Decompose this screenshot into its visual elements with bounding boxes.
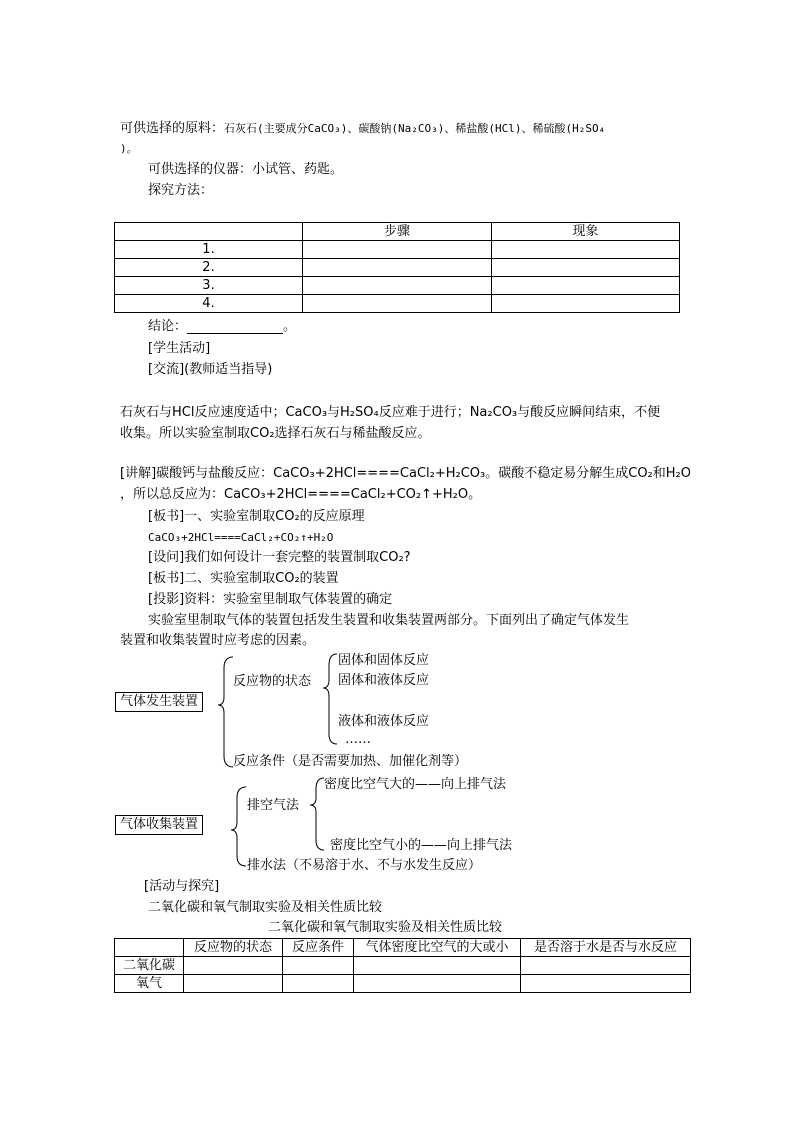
step-number: 3. [115, 277, 303, 295]
header-cell [115, 939, 184, 957]
intro-line2: 装置和收集装置时应考虑的因素。 [120, 633, 316, 648]
row-label: 二氧化碳 [115, 957, 184, 975]
collection-outer-brace [231, 787, 246, 866]
materials-items: 石灰石(主要成分CaCO₃)、碳酸钠(Na₂CO₃)、稀盐酸(HCl)、稀硫酸(H₂SO₄ [224, 122, 606, 135]
compare-table [114, 938, 691, 993]
state-item: 固体和液体反应 [338, 673, 430, 688]
state-item: …… [345, 732, 371, 747]
table-row [115, 975, 691, 993]
para1-line2: 收集。所以实验室制取CO₂选择石灰石与稀盐酸反应。 [120, 426, 431, 441]
state-item: 固体和固体反应 [338, 653, 430, 668]
intro-line1: 实验室里制取气体的装置包括发生装置和收集装置两部分。下面列出了确定气体发生 [148, 613, 630, 628]
generation-title: 气体发生装置 [115, 692, 203, 712]
step-number: 4. [115, 295, 303, 313]
header-cell: 现象 [492, 223, 680, 241]
compare-caption: 二氧化碳和氧气制取实验及相关性质比较 [268, 920, 503, 935]
conclusion-end: 。 [283, 319, 297, 334]
table-header-row [115, 939, 691, 957]
factor-state: 反应物的状态 [233, 674, 312, 689]
light-gas: 密度比空气小的——向上排气法 [330, 838, 513, 853]
method-water: 排水法（不易溶于水、不与水发生反应） [247, 858, 482, 873]
method-label: 探究方法： [148, 183, 214, 198]
header-cell: 是否溶于水是否与水反应 [521, 939, 691, 957]
materials-line-2: )。 [120, 142, 138, 155]
board-text-1: [板书]一、实验室制取CO₂的反应原理 [148, 509, 365, 524]
cell [521, 975, 691, 993]
explain-line2: ，所以总反应为：CaCO₃+2HCl====CaCl₂+CO₂↑+H₂O。 [120, 487, 482, 502]
header-cell: 反应物的状态 [184, 939, 283, 957]
method-air: 排空气法 [247, 798, 300, 813]
generation-outer-brace [218, 657, 233, 767]
collection-title: 气体收集装置 [115, 815, 203, 835]
row-label: 氧气 [115, 975, 184, 993]
header-cell: 反应条件 [283, 939, 354, 957]
header-cell: 步骤 [303, 223, 492, 241]
cell [283, 975, 354, 993]
cell [283, 957, 354, 975]
air-method-brace [310, 778, 324, 850]
materials-label: 可供选择的原料： [120, 121, 225, 136]
question: [设问]我们如何设计一套完整的装置制取CO₂? [148, 550, 411, 565]
equation: CaCO₃+2HCl====CaCl₂+CO₂↑+H₂O [148, 531, 334, 544]
cell [184, 957, 283, 975]
compare-title: 二氧化碳和氧气制取实验及相关性质比较 [148, 900, 383, 915]
instruments-text: 可供选择的仪器：小试管、药匙。 [148, 162, 344, 177]
explain-line1: [讲解]碳酸钙与盐酸反应：CaCO₃+2HCl====CaCl₂+H₂CO₃。碳酸不稳定易分解生成CO₂和H₂O [120, 466, 691, 481]
conclusion-label: 结论： [148, 319, 188, 334]
projection: [投影]资料：实验室里制取气体装置的确定 [148, 592, 393, 607]
factor-condition: 反应条件（是否需要加热、加催化剂等） [233, 754, 468, 769]
state-inner-brace [323, 654, 337, 744]
cell [354, 957, 521, 975]
step-number: 1. [115, 241, 303, 259]
step-number: 2. [115, 259, 303, 277]
para1-line1: 石灰石与HCl反应速度适中；CaCO₃与H₂SO₄反应难于进行；Na₂CO₃与酸反应瞬间结束，不便 [120, 405, 661, 420]
header-cell: 气体密度比空气的大或小 [354, 939, 521, 957]
student-activity: [学生活动] [148, 341, 211, 356]
state-item: 液体和液体反应 [338, 714, 430, 729]
cell [184, 975, 283, 993]
board-text-2: [板书]二、实验室制取CO₂的装置 [148, 571, 339, 586]
cell [521, 957, 691, 975]
table-row [115, 957, 691, 975]
dense-gas: 密度比空气大的——向上排气法 [324, 777, 507, 792]
exchange: [交流](教师适当指导) [148, 362, 273, 377]
cell [354, 975, 521, 993]
activity-label: [活动与探究] [144, 879, 220, 894]
